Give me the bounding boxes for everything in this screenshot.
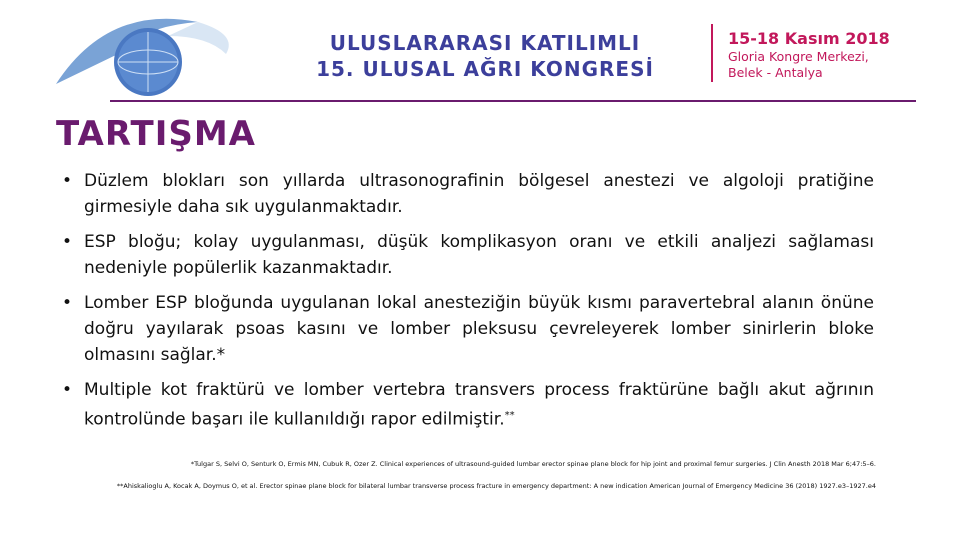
bullet-text: Lomber ESP bloğunda uygulanan lokal anesteziğin büyük kısmı paravertebral alanın önüne doğru yayılarak psoas kasını ve lomber pleksusu çevreleyerek lomber sinirlerin bloke olmasını sağlar.* [84, 293, 874, 365]
conference-venue-line1: Gloria Kongre Merkezi, [728, 49, 869, 64]
conference-title-line1: ULUSLARARASI KATILIMLI [329, 31, 641, 55]
conference-header [0, 0, 960, 104]
conference-title [270, 30, 700, 82]
slide-title: TARTIŞMA [56, 114, 256, 154]
conference-venue-line2: Belek - Antalya [728, 65, 823, 80]
footnote-mark: ** [504, 410, 515, 421]
bullet-item [62, 377, 874, 433]
header-rule [110, 100, 916, 102]
references [0, 460, 876, 504]
bullet-item [62, 168, 874, 220]
bullet-dot-icon: • [62, 171, 73, 191]
conference-date: 15-18 Kasım 2018 [728, 29, 890, 48]
bullet-list [62, 168, 874, 442]
bullet-item [62, 290, 874, 368]
bullet-dot-icon: • [62, 232, 73, 252]
bullet-text: Multiple kot fraktürü ve lomber vertebra transvers process fraktürüne bağlı akut ağrının kontrolünde başarı ile kullanıldığı rapor edilmiştir. [84, 380, 874, 430]
reference-1: *Tulgar S, Selvi O, Senturk O, Ermis MN, Cubuk R, Ozer Z. Clinical experiences of ultrasound-guided lumbar erector spinae plane block for hip joint and proximal femur surgeries. J Clin Anesth 2018 Mar 6;47:5–6. [190, 460, 876, 468]
reference-2: **Ahiskalioglu A, Kocak A, Doymus O, et al. Erector spinae plane block for bilateral lumbar transverse process fracture in emergency department: A new indication American Journal of Emergency Medicine 36 (2018) 1927.e3–1927.e4 [116, 482, 876, 490]
bullet-dot-icon: • [62, 380, 73, 400]
bullet-text: ESP bloğu; kolay uygulanması, düşük komplikasyon oranı ve etkili analjezi sağlaması nedeniyle popülerlik kazanmaktadır. [84, 232, 874, 278]
globe-logo-icon [48, 14, 238, 104]
conference-title-line2: 15. ULUSAL AĞRI KONGRESİ [316, 57, 654, 81]
bullet-text: Düzlem blokları son yıllarda ultrasonografinin bölgesel anestezi ve algoloji pratiğine girmesiyle daha sık uygulanmaktadır. [84, 171, 874, 217]
bullet-item [62, 229, 874, 281]
conference-meta [728, 29, 890, 81]
header-divider [711, 24, 713, 82]
bullet-dot-icon: • [62, 293, 73, 313]
